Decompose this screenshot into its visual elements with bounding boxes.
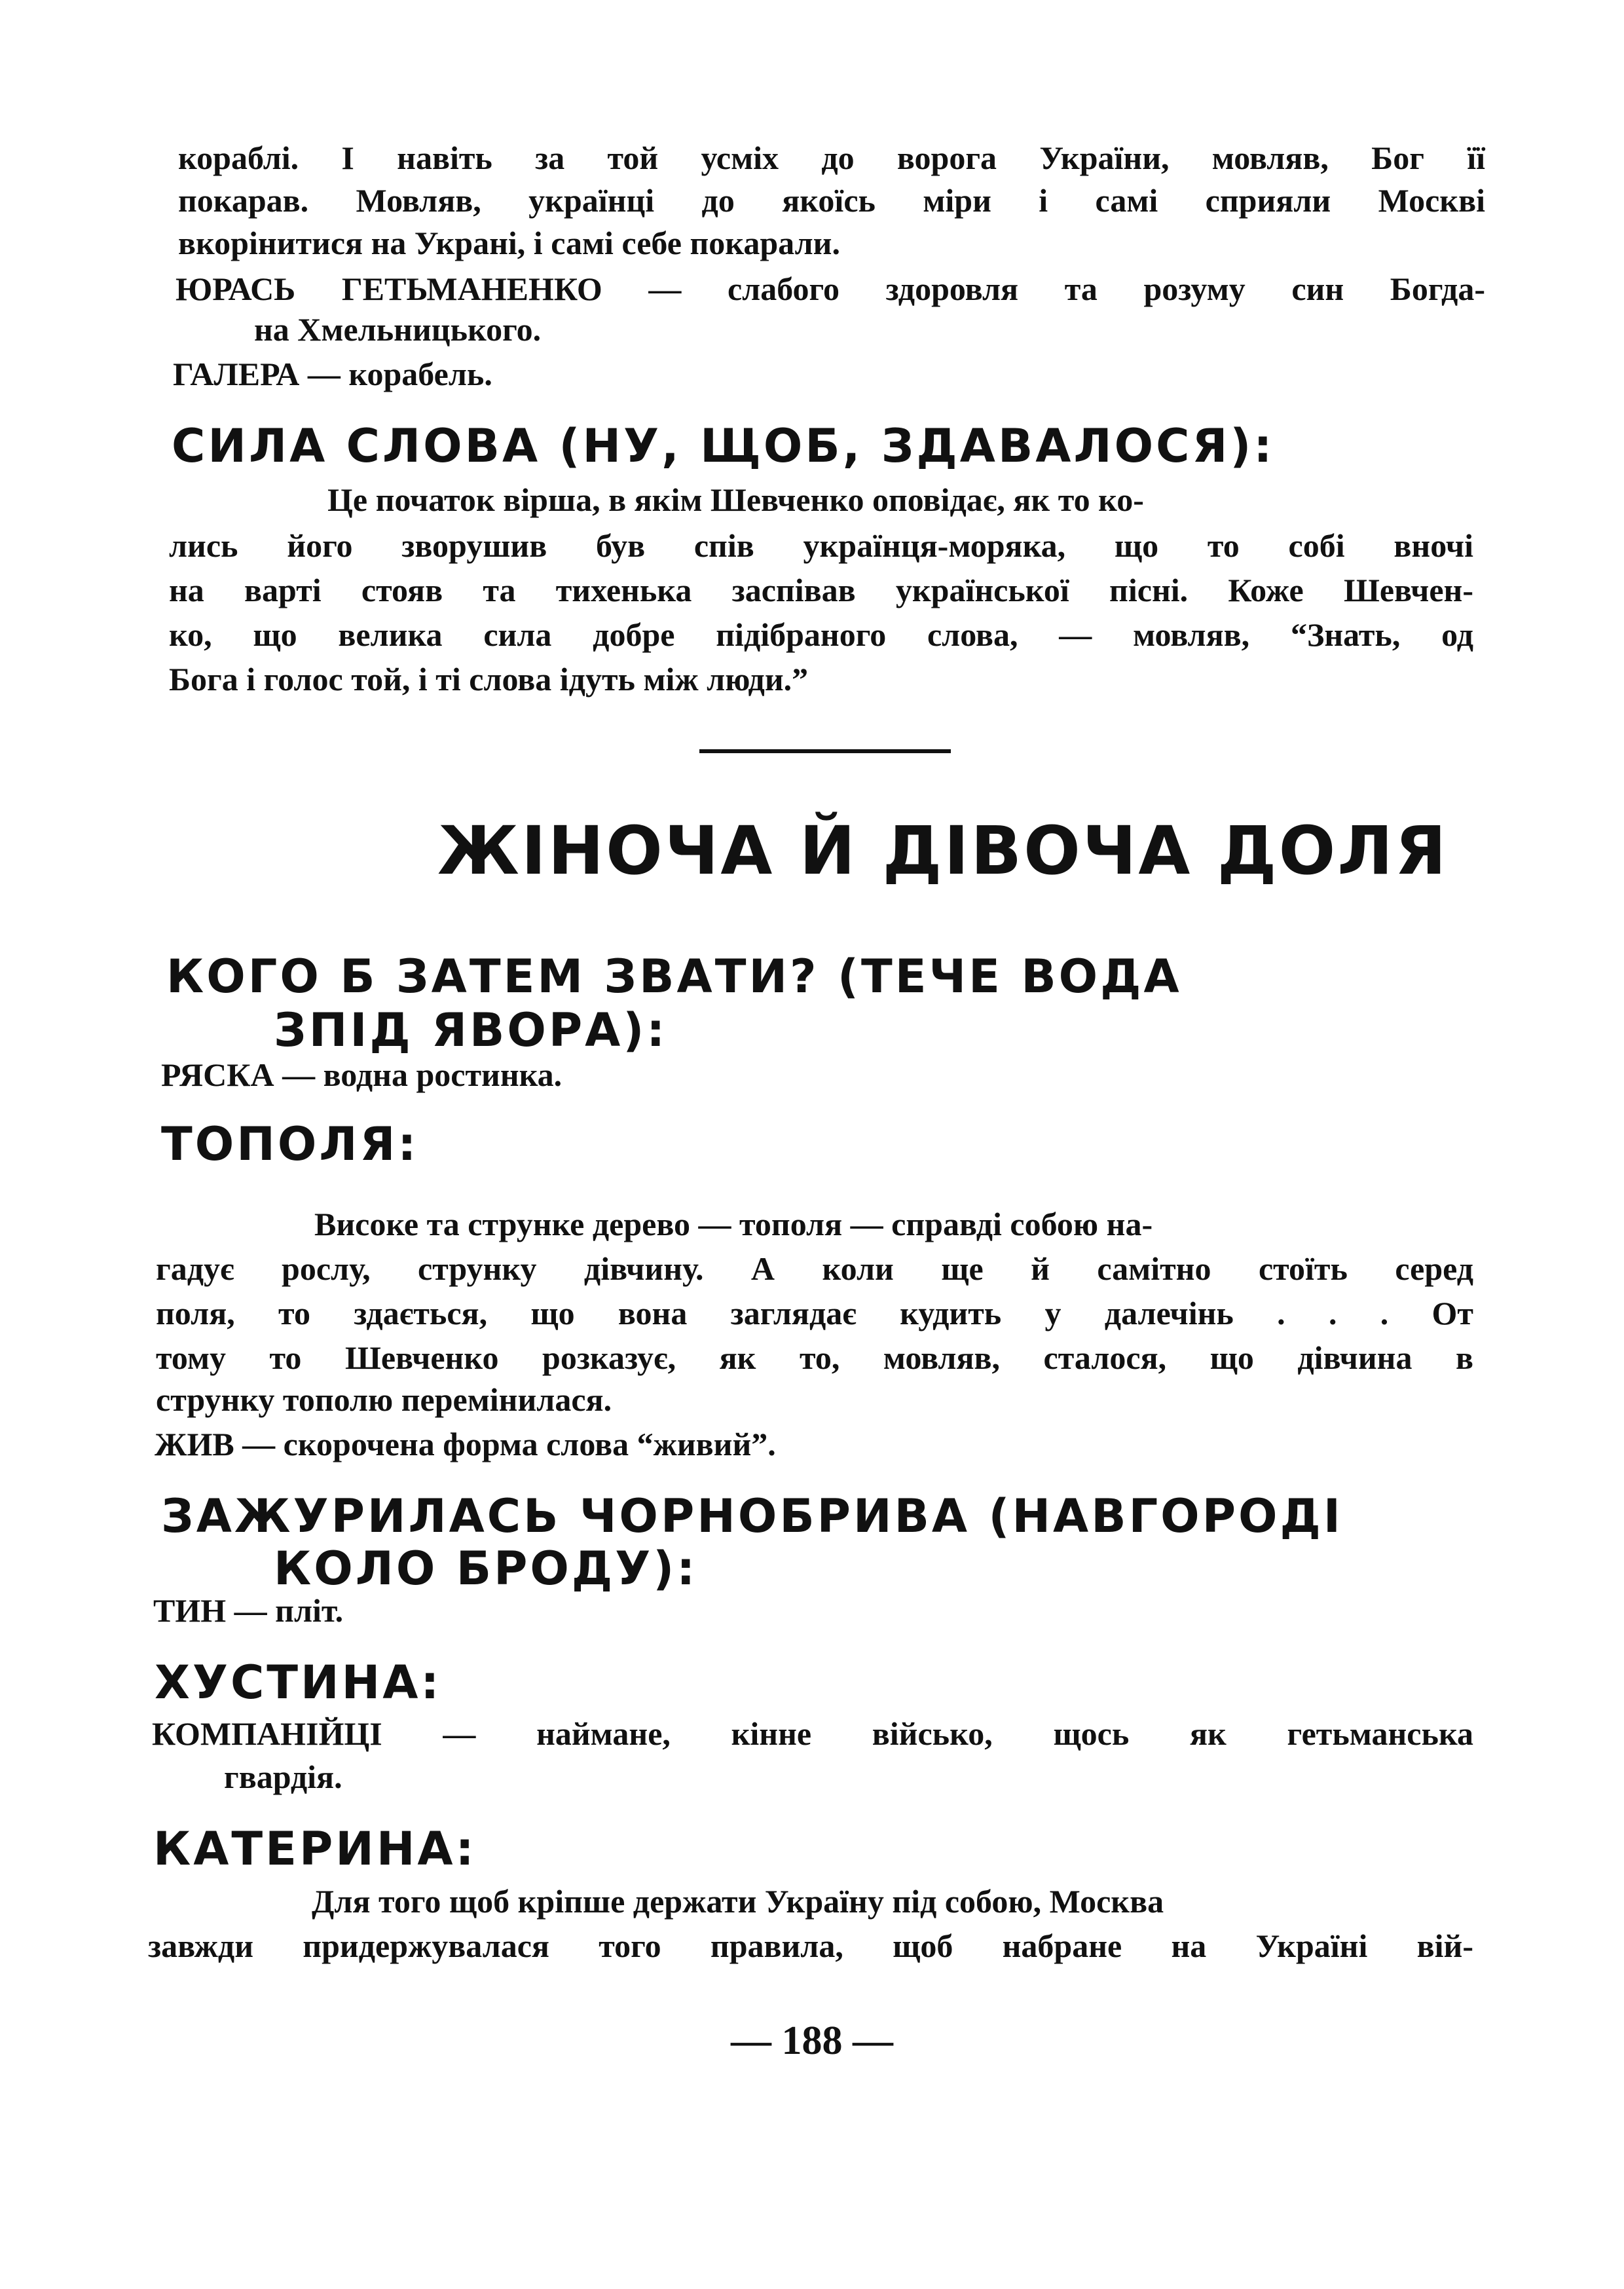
paragraph-line: Високе та струнке дерево — тополя — справді собою на- — [314, 1206, 1153, 1242]
section-heading: СИЛА СЛОВА (НУ, ЩОБ, ЗДАВАЛОСЯ): — [172, 419, 1275, 473]
definition-line: ГАЛЕРА — корабель. — [173, 356, 492, 392]
section-heading: КАТЕРИНА: — [153, 1822, 477, 1876]
section-heading: КОГО Б ЗАТЕМ ЗВАТИ? (ТЕЧЕ ВОДА — [166, 950, 1182, 1003]
definition-line: на Хмельницького. — [254, 311, 542, 348]
definition-line: РЯСКА — водна ростинка. — [161, 1056, 563, 1093]
definition-line: КОМПАНІЙЦІ — наймане, кінне військо, щось як гетьманська — [152, 1715, 1473, 1752]
paragraph-line: кораблі. І навіть за той усміх до ворога України, мовляв, Бог її — [178, 140, 1485, 176]
paragraph-line: на варті стояв та тихенька заспівав української пісні. Коже Шевчен- — [169, 572, 1473, 608]
page-number: — 188 — — [731, 2019, 893, 2063]
paragraph-line: вкорінитися на Украні, і самі себе покарали. — [178, 225, 840, 261]
section-heading: ЗПІД ЯВОРА): — [274, 1003, 668, 1057]
paragraph-line: гадує рослу, струнку дівчину. А коли ще й самітно стоїть серед — [156, 1250, 1473, 1287]
section-divider — [699, 749, 951, 753]
paragraph-line: Це початок вірша, в якім Шевченко оповідає, як то ко- — [327, 481, 1144, 518]
definition-line: ЖИВ — скорочена форма слова “живий”. — [155, 1426, 776, 1462]
section-heading: КОЛО БРОДУ): — [274, 1542, 698, 1595]
paragraph-line: ко, що велика сила добре підібраного слова, — мовляв, “Знать, од — [169, 616, 1473, 653]
section-heading: ЗАЖУРИЛАСЬ ЧОРНОБРИВА (НАВГОРОДІ — [161, 1489, 1343, 1543]
chapter-title: ЖІНОЧА Й ДІВОЧА ДОЛЯ — [437, 812, 1449, 890]
paragraph-line: тому то Шевченко розказує, як то, мовляв, сталося, що дівчина в — [156, 1339, 1473, 1376]
section-heading: ХУСТИНА: — [155, 1656, 442, 1709]
definition-line: гвардія. — [224, 1759, 342, 1795]
definition-line: ТИН — пліт. — [153, 1592, 344, 1629]
paragraph-line: струнку тополю перемінилася. — [156, 1381, 612, 1418]
paragraph-line: поля, то здається, що вона заглядає кудить у далечінь . . . От — [156, 1295, 1473, 1331]
paragraph-line: покарав. Мовляв, українці до якоїсь міри і самі сприяли Москві — [178, 182, 1485, 219]
paragraph-line: завжди придержувалася того правила, щоб набране на Україні вій- — [148, 1927, 1473, 1964]
paragraph-line: лись його зворушив був спів українця-моряка, що то собі вночі — [169, 527, 1473, 564]
section-heading: ТОПОЛЯ: — [161, 1117, 419, 1171]
definition-line: ЮРАСЬ ГЕТЬМАНЕНКО — слабого здоровля та розуму син Богда- — [175, 270, 1485, 307]
paragraph-line: Бога і голос той, і ті слова ідуть між люди.” — [169, 661, 809, 698]
paragraph-line: Для того щоб кріпше держати Україну під собою, Москва — [312, 1883, 1164, 1920]
